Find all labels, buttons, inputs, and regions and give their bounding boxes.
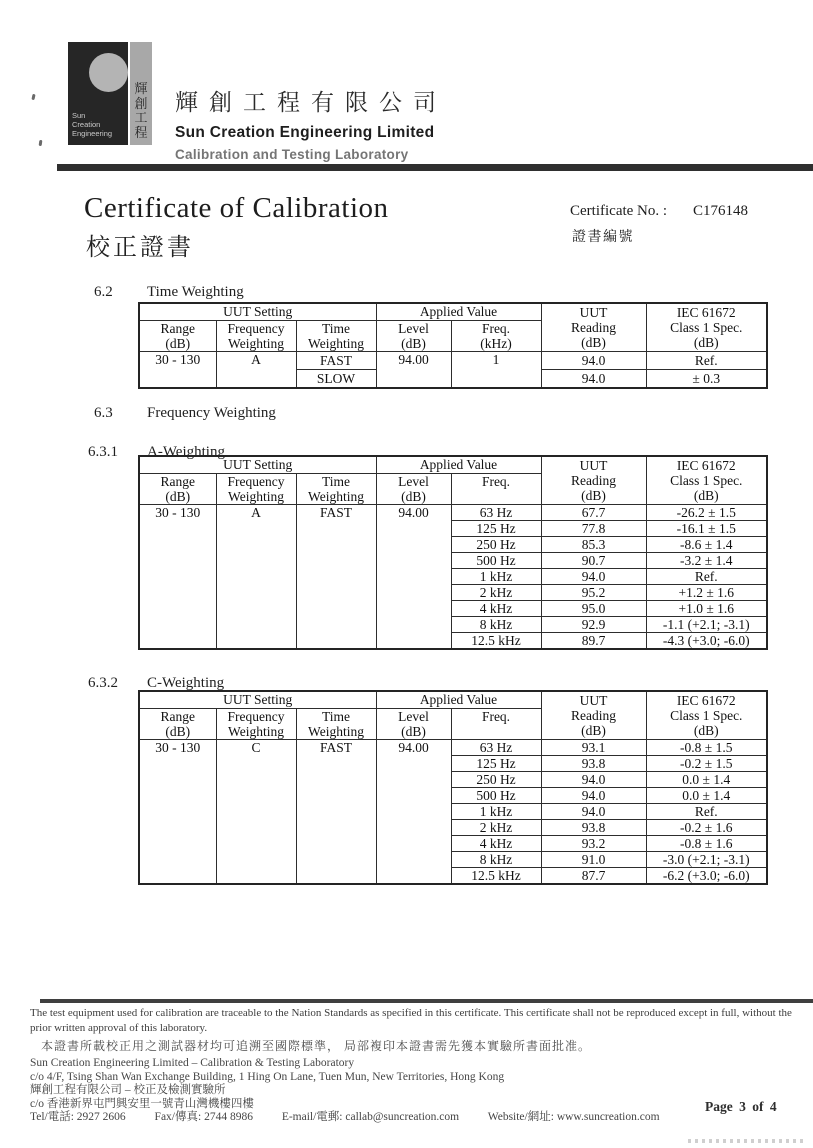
header-applied-value: Applied Value [376,456,541,474]
lab-name-english: Sun Creation Engineering Limited – Calibration & Testing Laboratory [30,1057,355,1069]
logo-vertical-strip [130,42,152,145]
website-address: www.suncreation.com [556,1111,660,1123]
header-iec-spec [646,456,767,505]
section-title: Frequency Weighting [147,405,276,421]
header-line: (dB) [581,488,606,503]
certificate-title-chinese: 校正證書 [86,235,194,261]
cell-iec-spec: -8.6 ± 1.4 [646,537,767,553]
cell-uut-reading: 94.0 [541,788,646,804]
certificate-number-label-chinese: 證書編號 [572,230,634,245]
lab-address-chinese: c/o 香港新界屯門興安里一號青山灣機樓四樓 [30,1097,254,1110]
header-line: IEC 61672 [676,458,736,473]
header-uut-reading [541,303,646,352]
section-heading-62 [94,284,244,301]
cell-frequency: 2 kHz [451,820,541,836]
header-line: Range [160,709,195,724]
cell-iec-spec: -4.3 (+3.0; -6.0) [646,633,767,650]
contact-line [30,1111,686,1125]
header-line: Range [160,474,195,489]
header-line: Frequency [227,709,285,724]
header-line: Weighting [308,489,364,504]
cell-iec-spec: -6.2 (+3.0; -6.0) [646,868,767,885]
header-uut-setting: UUT Setting [139,456,376,474]
header-line: (dB) [401,724,426,739]
footer-divider-bar [40,999,813,1003]
address-block [30,1057,686,1125]
header-uut-reading [541,456,646,505]
header-divider-bar [57,164,813,171]
header-line: (dB) [581,335,606,350]
header-line: UUT [579,458,608,473]
header-frequency [451,474,541,505]
cell-uut-reading: 93.8 [541,820,646,836]
cell-uut-reading: 93.8 [541,756,646,772]
header-frequency [451,321,541,352]
cell-uut-reading: 94.0 [541,352,646,370]
cell-time-weighting: FAST [296,740,376,885]
section-number: 6.3.1 [88,444,118,460]
header-line: Weighting [228,489,284,504]
header-line: Reading [571,708,616,723]
header-line: (dB) [693,723,719,738]
logo-word-line: Engineering [72,129,113,138]
cell-uut-reading: 94.0 [541,370,646,389]
header-uut-reading [541,691,646,740]
header-line: UUT [579,305,608,320]
logo-wordmark [72,111,112,138]
cell-level: 94.00 [376,352,451,389]
cell-frequency: 250 Hz [451,537,541,553]
header-line: (dB) [165,489,191,504]
cell-time-weighting: FAST [296,352,376,370]
cell-level: 94.00 [376,740,451,885]
fax-label: Fax/傳真: [154,1111,202,1123]
cell-uut-reading: 93.2 [541,836,646,852]
logo-word-line: Sun [72,111,86,120]
cell-frequency: 250 Hz [451,772,541,788]
header-time-weighting [296,709,376,740]
page-number: Page 3 of 4 [705,1099,777,1114]
header-line: UUT [579,693,608,708]
header-range [139,709,216,740]
telephone-number: 2927 2606 [76,1111,126,1123]
section-title: C-Weighting [147,675,225,691]
cell-frequency: 500 Hz [451,788,541,804]
cell-frequency: 4 kHz [451,601,541,617]
header-line: Freq. [481,474,511,489]
header-uut-setting: UUT Setting [139,303,376,321]
time-weighting-table [138,302,768,389]
lab-name-chinese: 輝創工程有限公司 – 校正及檢測實驗所 [30,1084,226,1096]
company-header [175,84,447,162]
scan-artifact [39,140,43,146]
cell-uut-reading: 90.7 [541,553,646,569]
header-line: (dB) [693,335,719,350]
email [282,1111,459,1123]
sun-circle-icon [89,53,128,92]
cell-frequency: 2 kHz [451,585,541,601]
cell-iec-spec: -0.2 ± 1.5 [646,756,767,772]
cell-time-weighting: SLOW [296,370,376,389]
header-frequency-weighting [216,474,296,505]
cell-frequency-weighting: A [216,352,296,389]
header-line: Frequency [227,474,285,489]
header-line: Level [398,709,429,724]
header-line: Time [321,709,350,724]
section-number: 6.2 [94,284,113,300]
header-line: Class 1 Spec. [670,473,743,488]
header-line: (dB) [581,723,606,738]
c-weighting-table [138,690,768,885]
header-line: (dB) [165,336,191,351]
cell-iec-spec: -0.2 ± 1.6 [646,820,767,836]
cell-frequency: 500 Hz [451,553,541,569]
header-line: Reading [571,320,616,335]
header-level [376,474,451,505]
header-line: Class 1 Spec. [670,708,743,723]
header-time-weighting [296,321,376,352]
section-title: Time Weighting [147,284,244,300]
header-uut-setting: UUT Setting [139,691,376,709]
cell-level: 94.00 [376,505,451,650]
company-logo [68,42,158,145]
header-line: Time [321,321,350,336]
company-name-english: Sun Creation Engineering Limited [175,124,435,141]
certificate-title-english: Certificate of Calibration [84,192,389,224]
section-title: A-Weighting [147,444,225,460]
header-iec-spec [646,303,767,352]
cell-iec-spec: -26.2 ± 1.5 [646,505,767,521]
website-label: Website/網址: [487,1111,554,1123]
laboratory-subtitle: Calibration and Testing Laboratory [175,147,409,162]
table-row [139,740,767,756]
header-line: Reading [571,473,616,488]
header-line: IEC 61672 [676,693,736,708]
cell-iec-spec: 0.0 ± 1.4 [646,772,767,788]
header-applied-value: Applied Value [376,691,541,709]
cell-frequency: 4 kHz [451,836,541,852]
cell-frequency: 1 [451,352,541,389]
section-heading-63 [94,405,276,422]
header-level [376,321,451,352]
header-frequency-weighting [216,321,296,352]
header-line: (dB) [401,336,426,351]
email-label: E-mail/電郵: [281,1111,343,1123]
cell-iec-spec: -3.0 (+2.1; -3.1) [646,852,767,868]
header-applied-value: Applied Value [376,303,541,321]
header-frequency [451,709,541,740]
cell-frequency: 63 Hz [451,740,541,756]
header-line: Freq. [481,709,511,724]
cell-iec-spec: Ref. [646,804,767,820]
cell-uut-reading: 94.0 [541,804,646,820]
section-number: 6.3.2 [88,675,118,691]
cell-frequency: 125 Hz [451,521,541,537]
logo-word-line: Creation [72,120,101,129]
header-iec-spec [646,691,767,740]
logo-vertical-char: 程 [134,124,148,140]
header-level [376,709,451,740]
header-frequency-weighting [216,709,296,740]
cell-frequency: 1 kHz [451,569,541,585]
cell-uut-reading: 87.7 [541,868,646,885]
cell-frequency: 8 kHz [451,617,541,633]
telephone [30,1111,126,1123]
cell-range: 30 - 130 [139,352,216,389]
header-line: Level [398,474,429,489]
telephone-label: Tel/電話: [30,1111,74,1123]
cell-iec-spec: +1.2 ± 1.6 [646,585,767,601]
cell-iec-spec: -3.2 ± 1.4 [646,553,767,569]
fax [155,1111,253,1123]
cell-iec-spec: Ref. [646,352,767,370]
cell-iec-spec: -1.1 (+2.1; -3.1) [646,617,767,633]
cell-uut-reading: 67.7 [541,505,646,521]
header-line: Time [321,474,350,489]
cell-time-weighting: FAST [296,505,376,650]
header-line: Weighting [228,336,284,351]
cell-iec-spec: +1.0 ± 1.6 [646,601,767,617]
fax-number: 2744 8986 [204,1111,253,1123]
cell-uut-reading: 93.1 [541,740,646,756]
cell-uut-reading: 77.8 [541,521,646,537]
cell-frequency-weighting: A [216,505,296,650]
logo-vertical-char: 工 [134,110,148,125]
cell-uut-reading: 94.0 [541,772,646,788]
cell-frequency: 125 Hz [451,756,541,772]
email-address: callab@suncreation.com [345,1111,460,1123]
cell-frequency: 12.5 kHz [451,633,541,650]
cell-uut-reading: 94.0 [541,569,646,585]
certificate-number-label: Certificate No. : [570,203,668,219]
scan-artifact [31,94,35,100]
header-line: Class 1 Spec. [670,320,743,335]
certificate-number-row [570,203,748,220]
company-name-chinese: 輝創工程有限公司 [175,89,447,115]
cell-frequency-weighting: C [216,740,296,885]
table-row [139,352,767,370]
table-row [139,505,767,521]
logo-vertical-char: 創 [134,95,148,111]
cell-uut-reading: 89.7 [541,633,646,650]
cell-uut-reading: 85.3 [541,537,646,553]
certificate-number-value: C176148 [693,203,749,219]
cell-range: 30 - 130 [139,505,216,650]
a-weighting-table [138,455,768,650]
header-line: Level [398,321,429,336]
cell-range: 30 - 130 [139,740,216,885]
header-range [139,321,216,352]
header-line: (dB) [401,489,426,504]
header-line: Weighting [228,724,284,739]
cell-frequency: 1 kHz [451,804,541,820]
cell-iec-spec: -0.8 ± 1.5 [646,740,767,756]
header-time-weighting [296,474,376,505]
disclaimer-chinese: 本證書所載校正用之測試器材均可追溯至國際標準， 局部複印本證書需先獲本實驗所書面批准。 [41,1039,592,1053]
cell-uut-reading: 95.2 [541,585,646,601]
cell-frequency: 63 Hz [451,505,541,521]
header-line: (kHz) [480,336,512,351]
disclaimer-english: The test equipment used for calibration are traceable to the Nation Standards as specified in this certificate. This certificate shall not be reproduced except in full, without the prior written approval of this laboratory. [30,1007,792,1034]
cell-iec-spec: 0.0 ± 1.4 [646,788,767,804]
cell-uut-reading: 91.0 [541,852,646,868]
website [488,1111,660,1123]
cell-frequency: 12.5 kHz [451,868,541,885]
cell-uut-reading: 95.0 [541,601,646,617]
cell-iec-spec: -16.1 ± 1.5 [646,521,767,537]
cell-iec-spec: ± 0.3 [646,370,767,389]
header-line: Frequency [227,321,285,336]
cell-iec-spec: -0.8 ± 1.6 [646,836,767,852]
cell-frequency: 8 kHz [451,852,541,868]
header-line: Weighting [308,724,364,739]
cell-iec-spec: Ref. [646,569,767,585]
header-line: Range [160,321,195,336]
lab-address-english: c/o 4/F, Tsing Shan Wan Exchange Building, 1 Hing On Lane, Tuen Mun, New Territories, Hong Kong [30,1070,505,1083]
section-number: 6.3 [94,405,113,421]
header-line: (dB) [693,488,719,503]
logo-square [68,42,128,145]
logo-vertical-char: 輝 [134,81,148,96]
header-line: IEC 61672 [676,305,736,320]
header-range [139,474,216,505]
scan-artifact [688,1139,806,1143]
header-line: Weighting [308,336,364,351]
header-line: (dB) [165,724,191,739]
header-line: Freq. [481,321,511,336]
cell-uut-reading: 92.9 [541,617,646,633]
